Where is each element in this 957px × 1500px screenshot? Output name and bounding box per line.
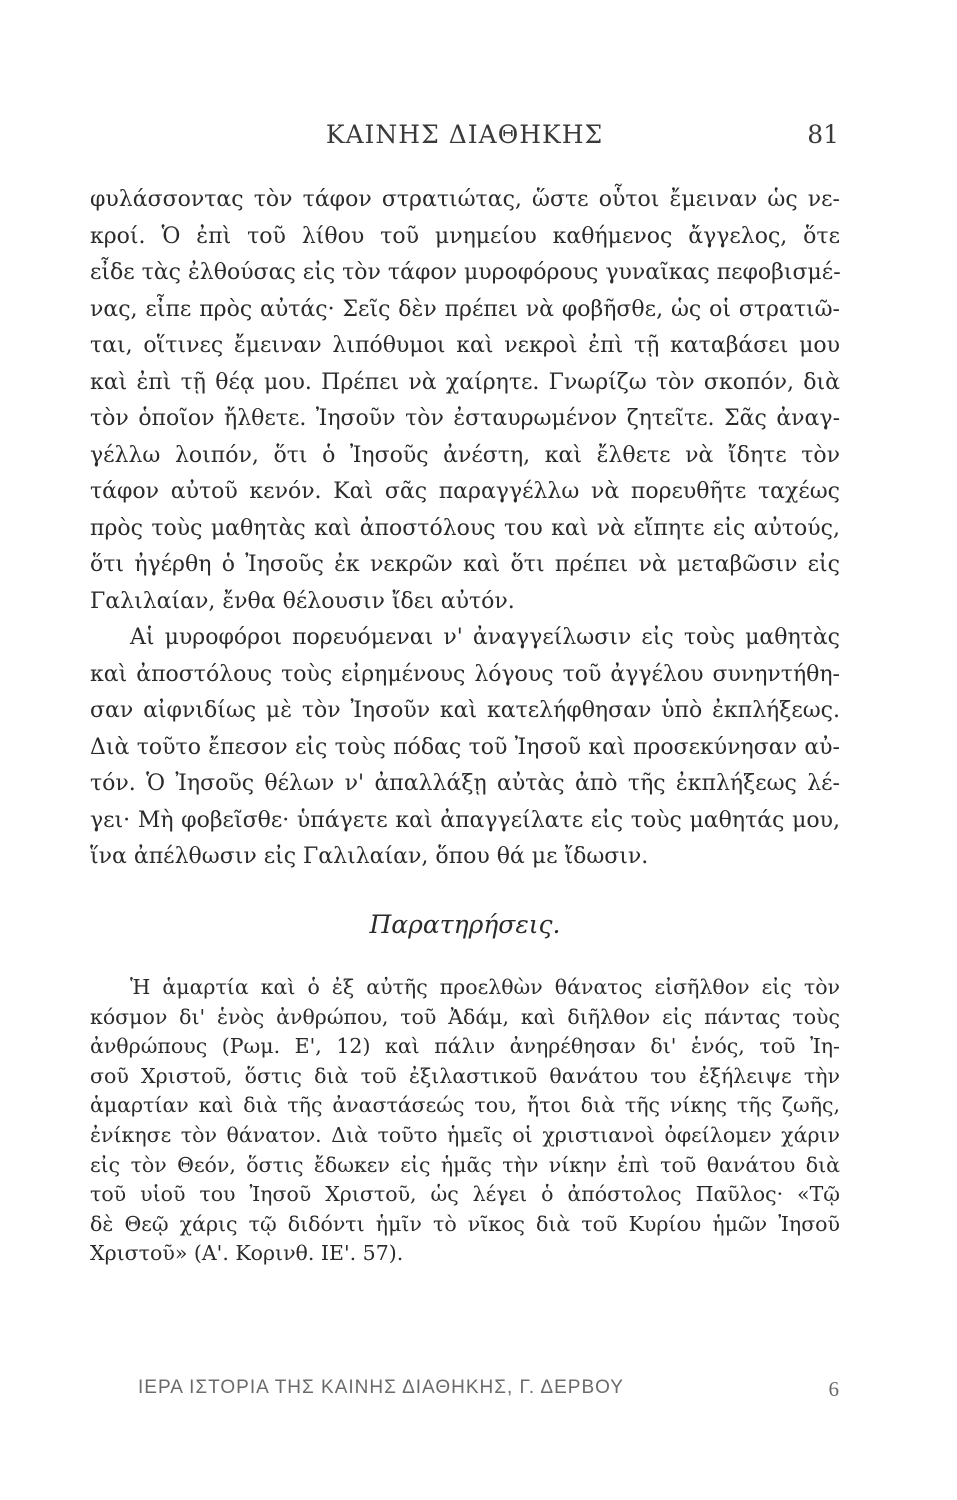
note-line: δὲ Θεῷ χάρις τῷ διδόντι ἡμῖν τὸ νῖκος διὰ τοῦ Κυρίου ἡμῶν Ἰησοῦ bbox=[90, 1211, 840, 1236]
text-line: κροί. Ὁ ἐπὶ τοῦ λίθου τοῦ μνημείου καθήμενος ἄγγελος, ὅτε bbox=[90, 223, 840, 249]
note-line: τοῦ υἱοῦ του Ἰησοῦ Χριστοῦ, ὡς λέγει ὁ ἀπόστολος Παῦλος· «Τῷ bbox=[90, 1182, 840, 1207]
note-line: κόσμον δι' ἑνὸς ἀνθρώπου, τοῦ Ἀδάμ, καὶ διῆλθον εἰς πάντας τοὺς bbox=[90, 1004, 840, 1029]
note-line: Ἡ ἁμαρτία καὶ ὁ ἐξ αὐτῆς προελθὼν θάνατος εἰσῆλθον εἰς τὸν bbox=[130, 975, 840, 999]
text-line: γει· Μὴ φοβεῖσθε· ὑπάγετε καὶ ἀπαγγείλατε εἰς τοὺς μαθητάς μου, bbox=[90, 807, 840, 833]
note-line: εἰς τὸν Θεόν, ὅστις ἔδωκεν εἰς ἡμᾶς τὴν νίκην ἐπὶ τοῦ θανάτου διὰ bbox=[90, 1152, 840, 1177]
text-line: καὶ ἐπὶ τῇ θέᾳ μου. Πρέπει νὰ χαίρητε. Γνωρίζω τὸν σκοπόν, διὰ bbox=[90, 369, 840, 395]
note-line: ἐνίκησε τὸν θάνατον. Διὰ τοῦτο ἡμεῖς οἱ χριστιανοὶ ὀφείλομεν χάριν bbox=[90, 1122, 840, 1147]
text-line: ται, οἵτινες ἔμειναν λιπόθυμοι καὶ νεκροὶ ἐπὶ τῇ καταβάσει μου bbox=[90, 333, 840, 358]
text-line: Γαλιλαίαν, ἔνθα θέλουσιν ἴδει αὐτόν. bbox=[90, 588, 515, 614]
text-line: Διὰ τοῦτο ἔπεσον εἰς τοὺς πόδας τοῦ Ἰησοῦ καὶ προσεκύνησαν αὐ- bbox=[90, 734, 840, 760]
main-text bbox=[90, 182, 840, 876]
note-line: ἁμαρτίαν καὶ διὰ τῆς ἀναστάσεώς του, ἤτοι διὰ τῆς νίκης τῆς ζωῆς, bbox=[90, 1093, 840, 1118]
text-line: Αἱ μυροφόροι πορευόμεναι ν' ἀναγγείλωσιν εἰς τοὺς μαθητὰς bbox=[130, 625, 840, 650]
notes-heading-wrap bbox=[90, 910, 840, 939]
printer-signature: ΙΕΡΑ ΙΣΤΟΡΙΑ ΤΗΣ ΚΑΙΝΗΣ ΔΙΑΘΗΚΗΣ, Γ. ΔΕΡΒΟΥ bbox=[138, 1377, 624, 1398]
note-line: Χριστοῦ» (Α'. Κορινθ. ΙΕ'. 57). bbox=[90, 1241, 404, 1266]
text-line: εἶδε τὰς ἐλθούσας εἰς τὸν τάφον μυροφόρους γυναῖκας πεφοβισμέ- bbox=[90, 260, 841, 285]
text-line: καὶ ἀποστόλους τοὺς εἰρημένους λόγους τοῦ ἀγγέλου συνηντήθη- bbox=[90, 661, 840, 687]
text-line: φυλάσσοντας τὸν τάφον στρατιώτας, ὥστε οὗτοι ἔμειναν ὡς νε- bbox=[90, 187, 840, 212]
text-line: ἵνα ἀπέλθωσιν εἰς Γαλιλαίαν, ὅπου θά με ἴδωσιν. bbox=[90, 844, 649, 869]
text-line: γέλλω λοιπόν, ὅτι ὁ Ἰησοῦς ἀνέστη, καὶ ἔλθετε νὰ ἴδητε τὸν bbox=[90, 442, 840, 468]
note-line: σοῦ Χριστοῦ, ὅστις διὰ τοῦ ἐξιλαστικοῦ θανάτου του ἐξήλειψε τὴν bbox=[90, 1063, 840, 1088]
text-line: τάφον αὐτοῦ κενόν. Καὶ σᾶς παραγγέλλω νὰ πορευθῆτε ταχέως bbox=[90, 479, 840, 504]
running-head bbox=[90, 120, 839, 160]
page-number: 81 bbox=[807, 120, 839, 149]
text-line: τόν. Ὁ Ἰησοῦς θέλων ν' ἀπαλλάξῃ αὐτὰς ἀπὸ τῆς ἐκπλήξεως λέ- bbox=[90, 771, 840, 796]
text-line: νας, εἶπε πρὸς αὐτάς· Σεῖς δὲν πρέπει νὰ φοβῆσθε, ὡς οἱ στρατιῶ- bbox=[90, 296, 840, 322]
notes-text bbox=[90, 973, 840, 1269]
page-footer bbox=[138, 1377, 839, 1407]
note-line: ἀνθρώπους (Ρωμ. Ε', 12) καὶ πάλιν ἀνηρέθησαν δι' ἑνός, τοῦ Ἰη- bbox=[90, 1034, 840, 1059]
sheet-mark: 6 bbox=[828, 1377, 839, 1401]
text-line: πρὸς τοὺς μαθητὰς καὶ ἀποστόλους του καὶ νὰ εἴπητε εἰς αὐτούς, bbox=[90, 515, 840, 541]
running-title: ΚΑΙΝΗΣ ΔΙΑΘΗΚΗΣ bbox=[325, 120, 604, 149]
text-line: τὸν ὁποῖον ἤλθετε. Ἰησοῦν τὸν ἐσταυρωμένον ζητεῖτε. Σᾶς ἀναγ- bbox=[90, 406, 840, 431]
text-line: σαν αἰφνιδίως μὲ τὸν Ἰησοῦν καὶ κατελήφθησαν ὑπὸ ἐκπλήξεως. bbox=[90, 698, 840, 723]
notes-heading: Παρατηρήσεις. bbox=[369, 910, 561, 939]
text-line: ὅτι ἠγέρθη ὁ Ἰησοῦς ἐκ νεκρῶν καὶ ὅτι πρέπει νὰ μεταβῶσιν εἰς bbox=[90, 552, 840, 577]
